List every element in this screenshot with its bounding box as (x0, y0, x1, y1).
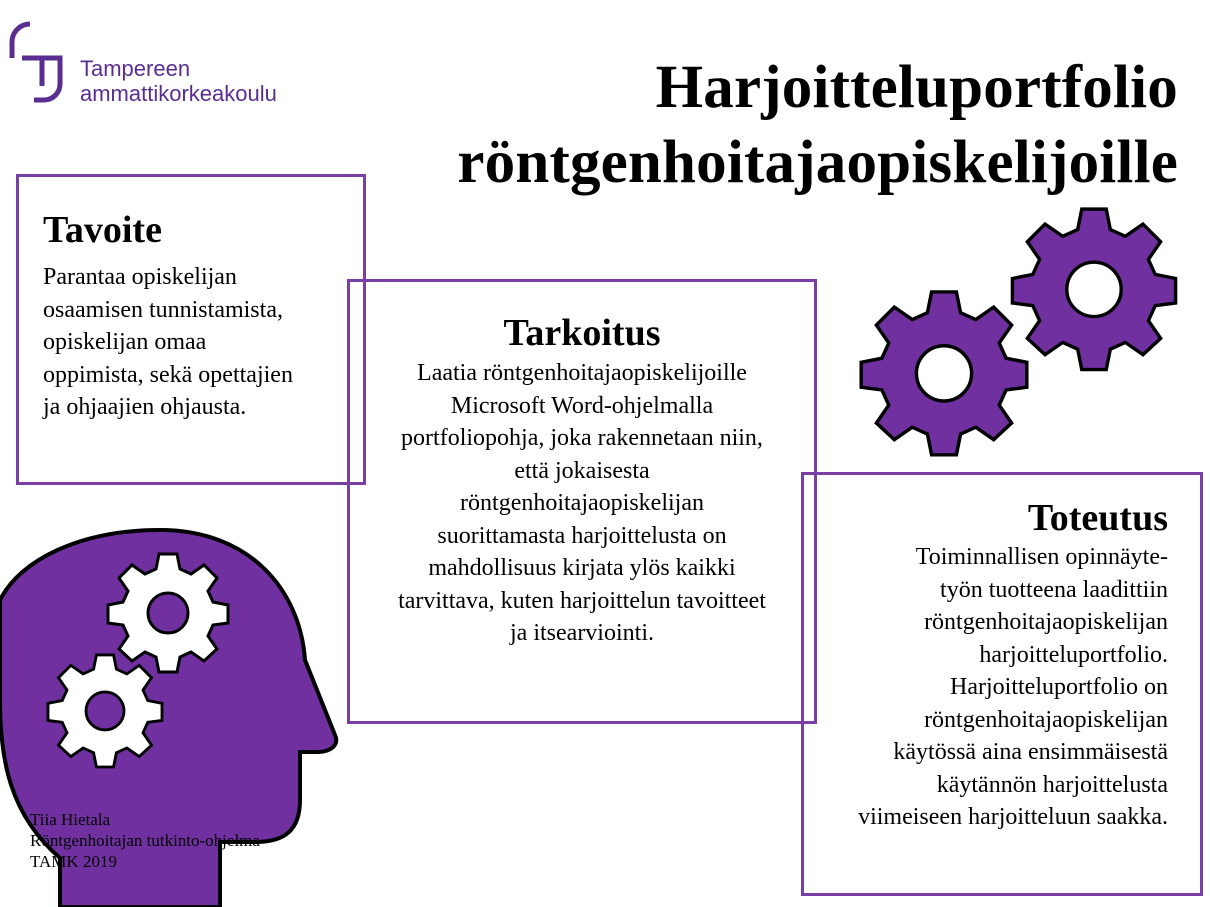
toteutus-line: röntgenhoitajaopiskelijan (924, 609, 1168, 635)
tarkoitus-line: suorittamasta harjoittelusta on (437, 522, 727, 549)
tarkoitus-text (350, 357, 814, 650)
tarkoitus-heading: Tarkoitus (503, 312, 661, 354)
tarkoitus-line: että jokaisesta (514, 457, 650, 484)
tavoite-line: ja ohjaajien ohjausta. (43, 394, 247, 420)
logo-line-2: ammattikorkeakoulu (80, 81, 277, 106)
toteutus-line: viimeiseen harjoitteluun saakka. (858, 804, 1168, 830)
tarkoitus-line: portfoliopohja, joka rakennetaan niin, (401, 425, 763, 451)
toteutus-line: työn tuotteena laadittiin (940, 576, 1168, 603)
toteutus-line: käytössä aina ensimmäisestä (893, 739, 1168, 765)
tavoite-heading: Tavoite (43, 209, 162, 251)
toteutus-line: käytännön harjoittelusta (936, 771, 1168, 798)
toteutus-line: Harjoitteluportfolio on (950, 674, 1168, 700)
tarkoitus-line: tarvittava, kuten harjoittelun tavoitteet (398, 587, 766, 614)
author-credit (30, 809, 260, 872)
tavoite-line: Parantaa opiskelijan (43, 264, 237, 290)
tarkoitus-line: Microsoft Word-ohjelmalla (450, 392, 714, 419)
tarkoitus-line: röntgenhoitajaopiskelijan (460, 490, 704, 516)
author-name: Tiia Hietala (30, 810, 111, 829)
tarkoitus-line: Laatia röntgenhoitajaopiskelijoille (417, 360, 747, 386)
tavoite-line: oppimista, sekä opettajien (43, 361, 293, 388)
toteutus-line: Toiminnallisen opinnäyte- (915, 544, 1168, 570)
toteutus-heading: Toteutus (1027, 497, 1168, 539)
tavoite-line: osaamisen tunnistamista, (43, 296, 283, 323)
logo-line-1: Tampereen (80, 56, 191, 81)
toteutus-line: harjoitteluportfolio. (979, 641, 1168, 668)
toteutus-text (788, 541, 1168, 834)
tarkoitus-line: mahdollisuus kirjata ylös kaikki (428, 555, 736, 581)
degree-program: Röntgenhoitajan tutkinto-ohjelma (30, 831, 260, 850)
title-line-2: röntgenhoitajaopiskelijoille (457, 129, 1178, 196)
title-line-1: Harjoitteluportfolio (655, 54, 1178, 121)
tavoite-line: opiskelijan omaa (43, 329, 207, 355)
tavoite-text (43, 261, 343, 424)
toteutus-line: röntgenhoitajaopiskelijan (924, 706, 1168, 733)
org-year: TAMK 2019 (30, 852, 117, 871)
tarkoitus-line: ja itsearviointi. (510, 620, 654, 646)
